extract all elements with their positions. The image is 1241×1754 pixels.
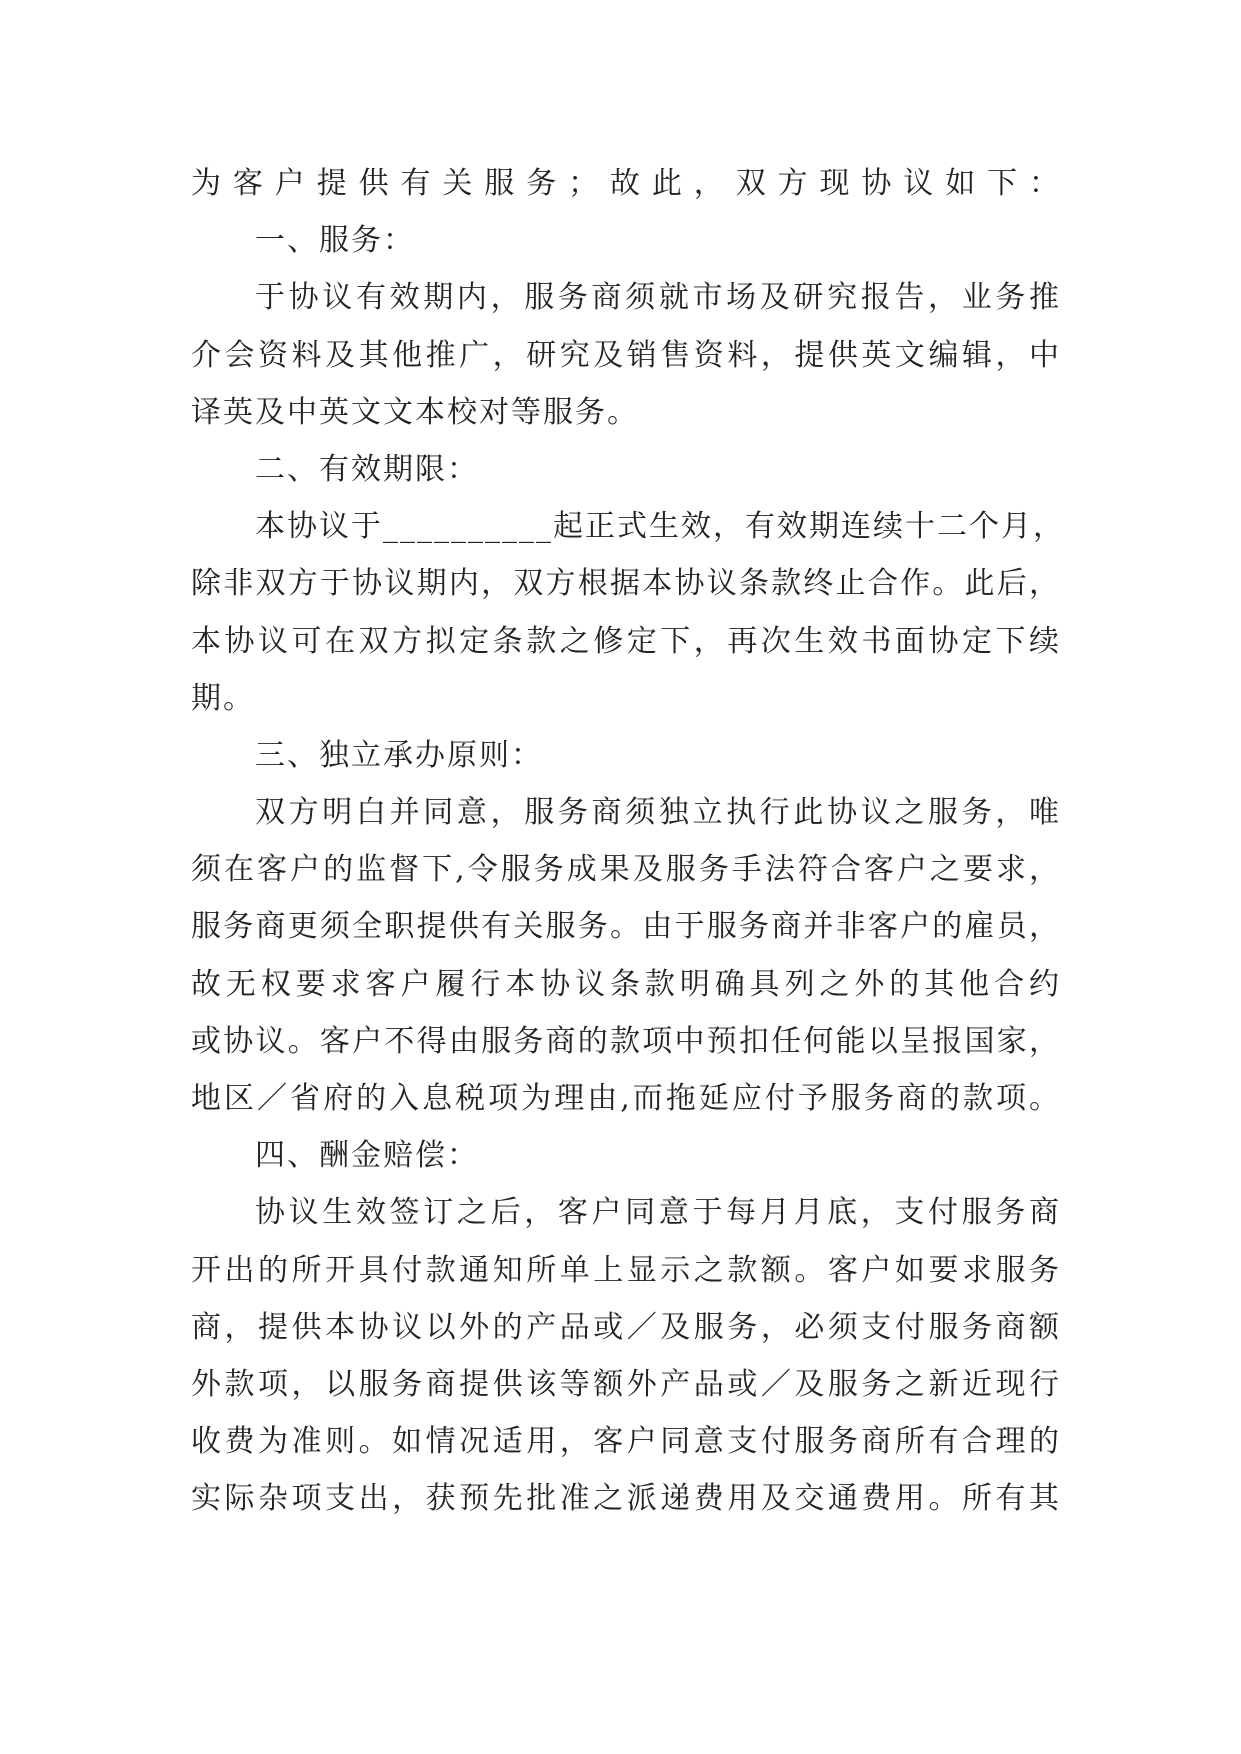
text-line: 协议生效签订之后，客户同意于每月月底，支付服务商 <box>255 1195 1061 1231</box>
text-line: 故无权要求客户履行本协议条款明确具列之外的其他合约 <box>191 966 1061 1002</box>
section-heading-services: 一、服务： <box>255 223 415 259</box>
text-line: 除非双方于协议期内，双方根据本协议条款终止合作。此后， <box>191 566 1061 602</box>
text-line: 介会资料及其他推广，研究及销售资料，提供英文编辑，中 <box>191 337 1061 373</box>
text-line: 外款项，以服务商提供该等额外产品或／及服务之新近现行 <box>191 1366 1061 1402</box>
text-line: 双方明白并同意，服务商须独立执行此协议之服务，唯 <box>255 795 1061 831</box>
text-line: 服务商更须全职提供有关服务。由于服务商并非客户的雇员， <box>191 909 1061 945</box>
text-line: 或协议。客户不得由服务商的款项中预扣任何能以呈报国家， <box>191 1023 1061 1059</box>
section-heading-independence: 三、独立承办原则： <box>255 737 543 773</box>
section-heading-term: 二、有效期限： <box>255 451 479 487</box>
text-line: 译英及中英文文本校对等服务。 <box>191 394 639 430</box>
text-line: 商，提供本协议以外的产品或／及服务，必须支付服务商额 <box>191 1309 1061 1345</box>
text-line: 本协议可在双方拟定条款之修定下，再次生效书面协定下续 <box>191 623 1061 659</box>
text-line: 地区／省府的入息税项为理由,而拖延应付予服务商的款项。 <box>191 1081 1061 1116</box>
text-line: 期。 <box>191 680 255 716</box>
text-line: 实际杂项支出，获预先批准之派递费用及交通费用。所有其 <box>191 1481 1061 1517</box>
text-line: 开出的所开具付款通知所单上显示之款额。客户如要求服务 <box>191 1252 1061 1288</box>
text-line: 于协议有效期内，服务商须就市场及研究报告，业务推 <box>255 280 1061 316</box>
section-heading-compensation: 四、酬金赔偿： <box>255 1138 479 1174</box>
text-line: 本协议于__________起正式生效，有效期连续十二个月， <box>255 509 1065 545</box>
text-line: 须在客户的监督下,令服务成果及服务手法符合客户之要求， <box>191 852 1061 888</box>
text-line: 收费为准则。如情况适用，客户同意支付服务商所有合理的 <box>191 1424 1061 1460</box>
contract-body <box>191 155 1065 1528</box>
text-line: 为客户提供有关服务；故此，双方现协议如下： <box>191 166 1061 201</box>
